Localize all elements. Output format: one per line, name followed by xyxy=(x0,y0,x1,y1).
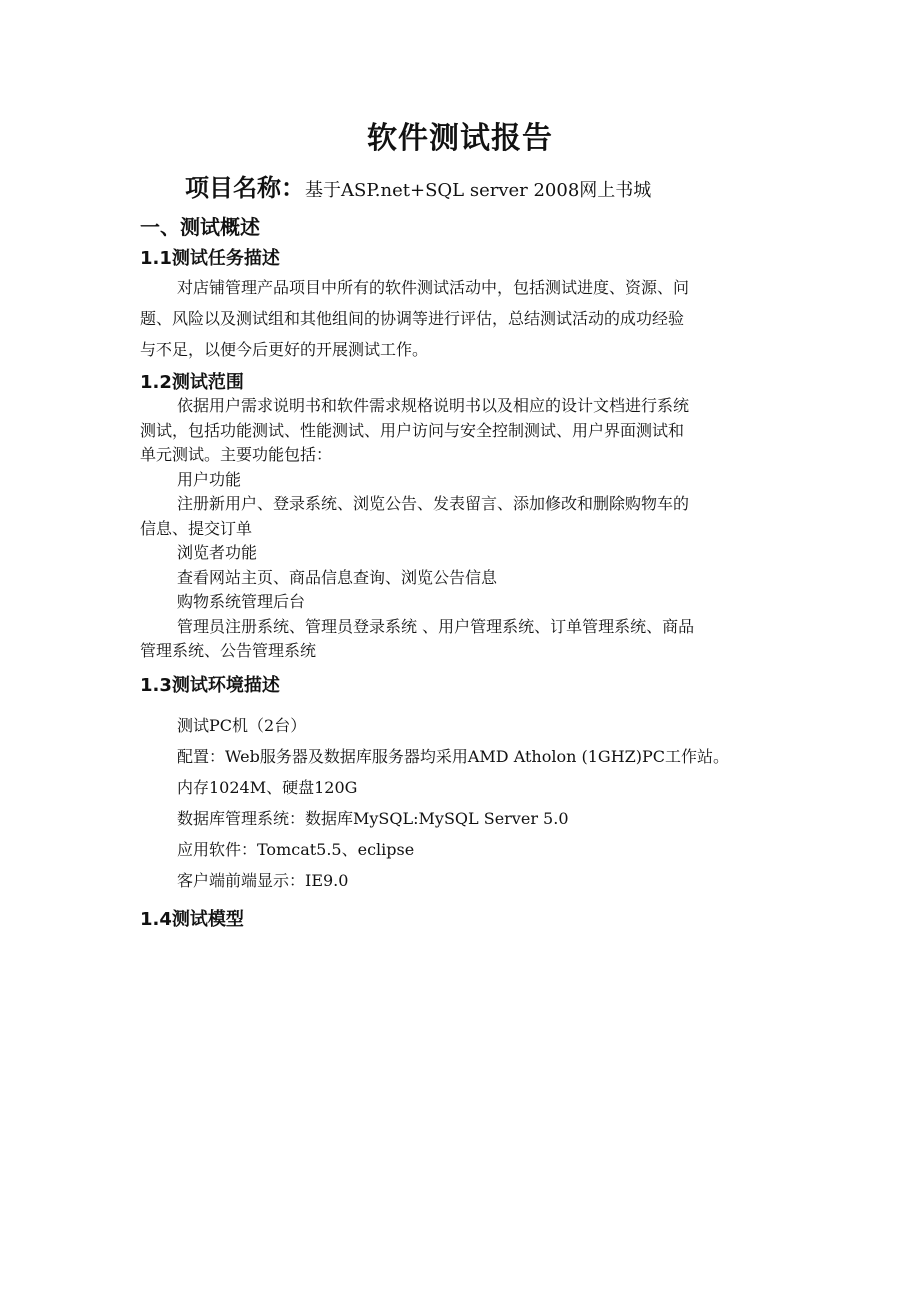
project-name-value: 基于ASP.net+SQL server 2008网上书城 xyxy=(305,180,652,201)
project-name-line xyxy=(185,168,651,203)
paragraph-line: 注册新用户、登录系统、浏览公告、发表留言、添加修改和删除购物车的 xyxy=(177,494,690,513)
paragraph-line: 查看网站主页、商品信息查询、浏览公告信息 xyxy=(177,567,498,587)
environment-item: 配置：Web服务器及数据库服务器均采用AMD Atholon (1GHZ)PC工作站。 xyxy=(177,747,730,766)
test-environment-list xyxy=(177,710,729,896)
environment-item: 测试PC机（2台） xyxy=(177,716,307,735)
paragraph-line: 题、风险以及测试组和其他组间的协调等进行评估，总结测试活动的成功经验 xyxy=(140,309,685,328)
paragraph-line: 对店铺管理产品项目中所有的软件测试活动中，包括测试进度、资源、问 xyxy=(177,278,690,297)
environment-item: 客户端前端显示：IE9.0 xyxy=(177,871,349,890)
function-group-visitor: 浏览者功能 xyxy=(177,543,258,562)
section-1-3-heading: 1.3测试环境描述 xyxy=(140,675,280,696)
function-group-user: 用户功能 xyxy=(177,469,242,489)
environment-item: 数据库管理系统：数据库MySQL:MySQL Server 5.0 xyxy=(177,809,569,828)
paragraph-line: 信息、提交订单 xyxy=(140,518,253,538)
section-1-4-heading: 1.4测试模型 xyxy=(140,909,244,930)
paragraph-line: 依据用户需求说明书和软件需求规格说明书以及相应的设计文档进行系统 xyxy=(177,396,690,415)
section-1-1-paragraph xyxy=(140,272,780,365)
paragraph-line: 与不足，以便今后更好的开展测试工作。 xyxy=(140,340,429,359)
paragraph-line: 单元测试。主要功能包括： xyxy=(140,445,333,464)
project-name-label: 项目名称： xyxy=(185,174,305,202)
document-title: 软件测试报告 xyxy=(367,121,553,156)
section-1-2-heading: 1.2测试范围 xyxy=(140,372,244,393)
paragraph-line: 测试，包括功能测试、性能测试、用户访问与安全控制测试、用户界面测试和 xyxy=(140,420,685,440)
paragraph-line: 管理系统、公告管理系统 xyxy=(140,641,317,660)
section-1-1-heading: 1.1测试任务描述 xyxy=(140,248,280,269)
section-1-2-paragraph xyxy=(140,394,780,664)
paragraph-line: 管理员注册系统、管理员登录系统 、用户管理系统、订单管理系统、商品 xyxy=(177,616,695,636)
environment-item: 应用软件：Tomcat5.5、eclipse xyxy=(177,840,415,859)
section-1-heading: 一、测试概述 xyxy=(140,215,260,239)
environment-item: 内存1024M、硬盘120G xyxy=(177,778,358,797)
function-group-admin: 购物系统管理后台 xyxy=(177,592,306,611)
